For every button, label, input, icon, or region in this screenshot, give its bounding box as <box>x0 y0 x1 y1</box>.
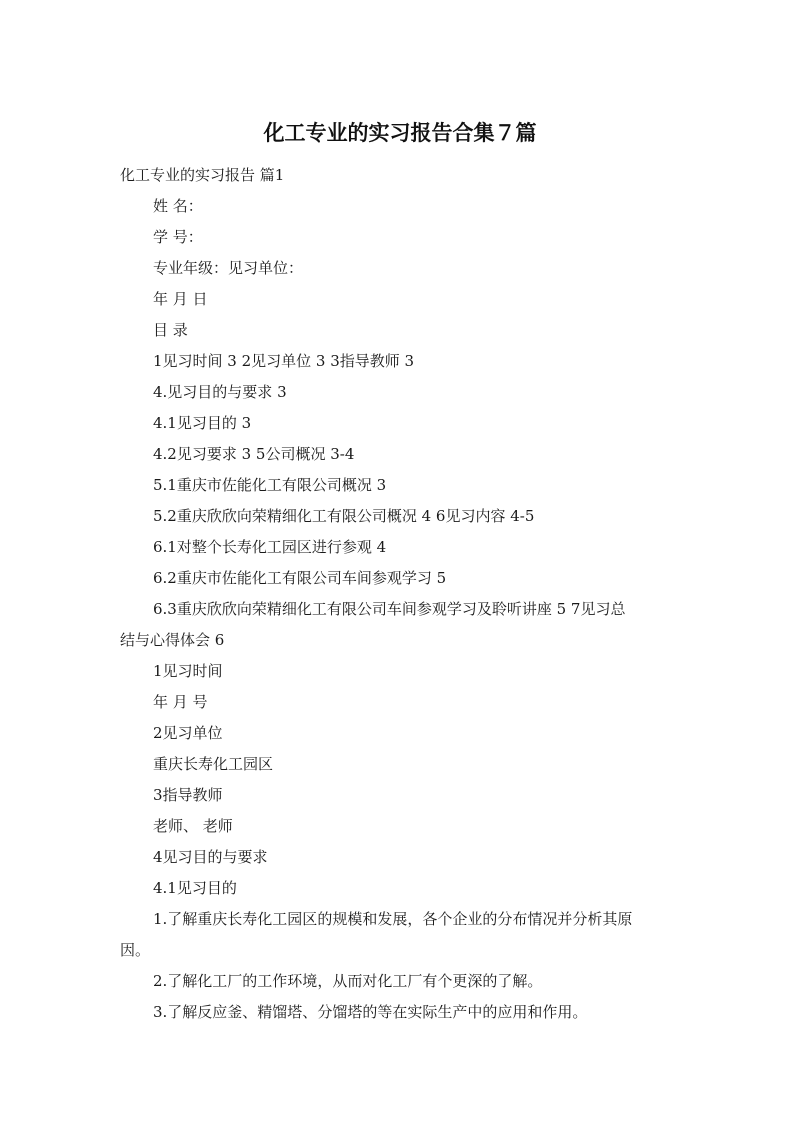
body-line: 6.1对整个长寿化工园区进行参观 4 <box>153 538 387 556</box>
body-line: 1.了解重庆长寿化工园区的规模和发展，各个企业的分布情况并分析其原 <box>153 910 633 928</box>
body-line: 目 录 <box>153 321 188 339</box>
body-line: 3指导教师 <box>153 786 223 804</box>
body-line: 结与心得体会 6 <box>120 631 225 649</box>
body-line: 4见习目的与要求 <box>153 848 268 866</box>
body-line: 专业年级：见习单位： <box>153 259 304 277</box>
body-line: 学 号： <box>153 228 203 246</box>
body-line: 5.1重庆市佐能化工有限公司概况 3 <box>153 476 387 494</box>
body-line: 4.1见习目的 3 <box>153 414 252 432</box>
body-line: 6.3重庆欣欣向荣精细化工有限公司车间参观学习及聆听讲座 5 7见习总 <box>153 600 626 618</box>
body-line: 4.2见习要求 3 5公司概况 3-4 <box>153 445 355 463</box>
body-line: 化工专业的实习报告 篇1 <box>120 166 285 184</box>
body-line: 2.了解化工厂的工作环境，从而对化工厂有个更深的了解。 <box>153 972 543 990</box>
body-line: 1见习时间 <box>153 662 223 680</box>
body-line: 4.1见习目的 <box>153 879 237 897</box>
document-body <box>120 160 680 1028</box>
body-line: 老师、 老师 <box>153 817 233 835</box>
body-line: 1见习时间 3 2见习单位 3 3指导教师 3 <box>153 352 415 370</box>
body-line: 6.2重庆市佐能化工有限公司车间参观学习 5 <box>153 569 447 587</box>
body-line: 因。 <box>120 941 151 959</box>
body-line: 3.了解反应釜、精馏塔、分馏塔的等在实际生产中的应用和作用。 <box>153 1003 588 1021</box>
body-line: 重庆长寿化工园区 <box>153 755 274 773</box>
document-title: 化工专业的实习报告合集７篇 <box>263 121 537 145</box>
body-line: 2见习单位 <box>153 724 223 742</box>
body-line: 姓 名： <box>153 197 203 215</box>
body-line: 年 月 日 <box>153 290 208 308</box>
body-line: 4.见习目的与要求 3 <box>153 383 287 401</box>
body-line: 年 月 号 <box>153 693 208 711</box>
body-line: 5.2重庆欣欣向荣精细化工有限公司概况 4 6见习内容 4-5 <box>153 507 535 525</box>
